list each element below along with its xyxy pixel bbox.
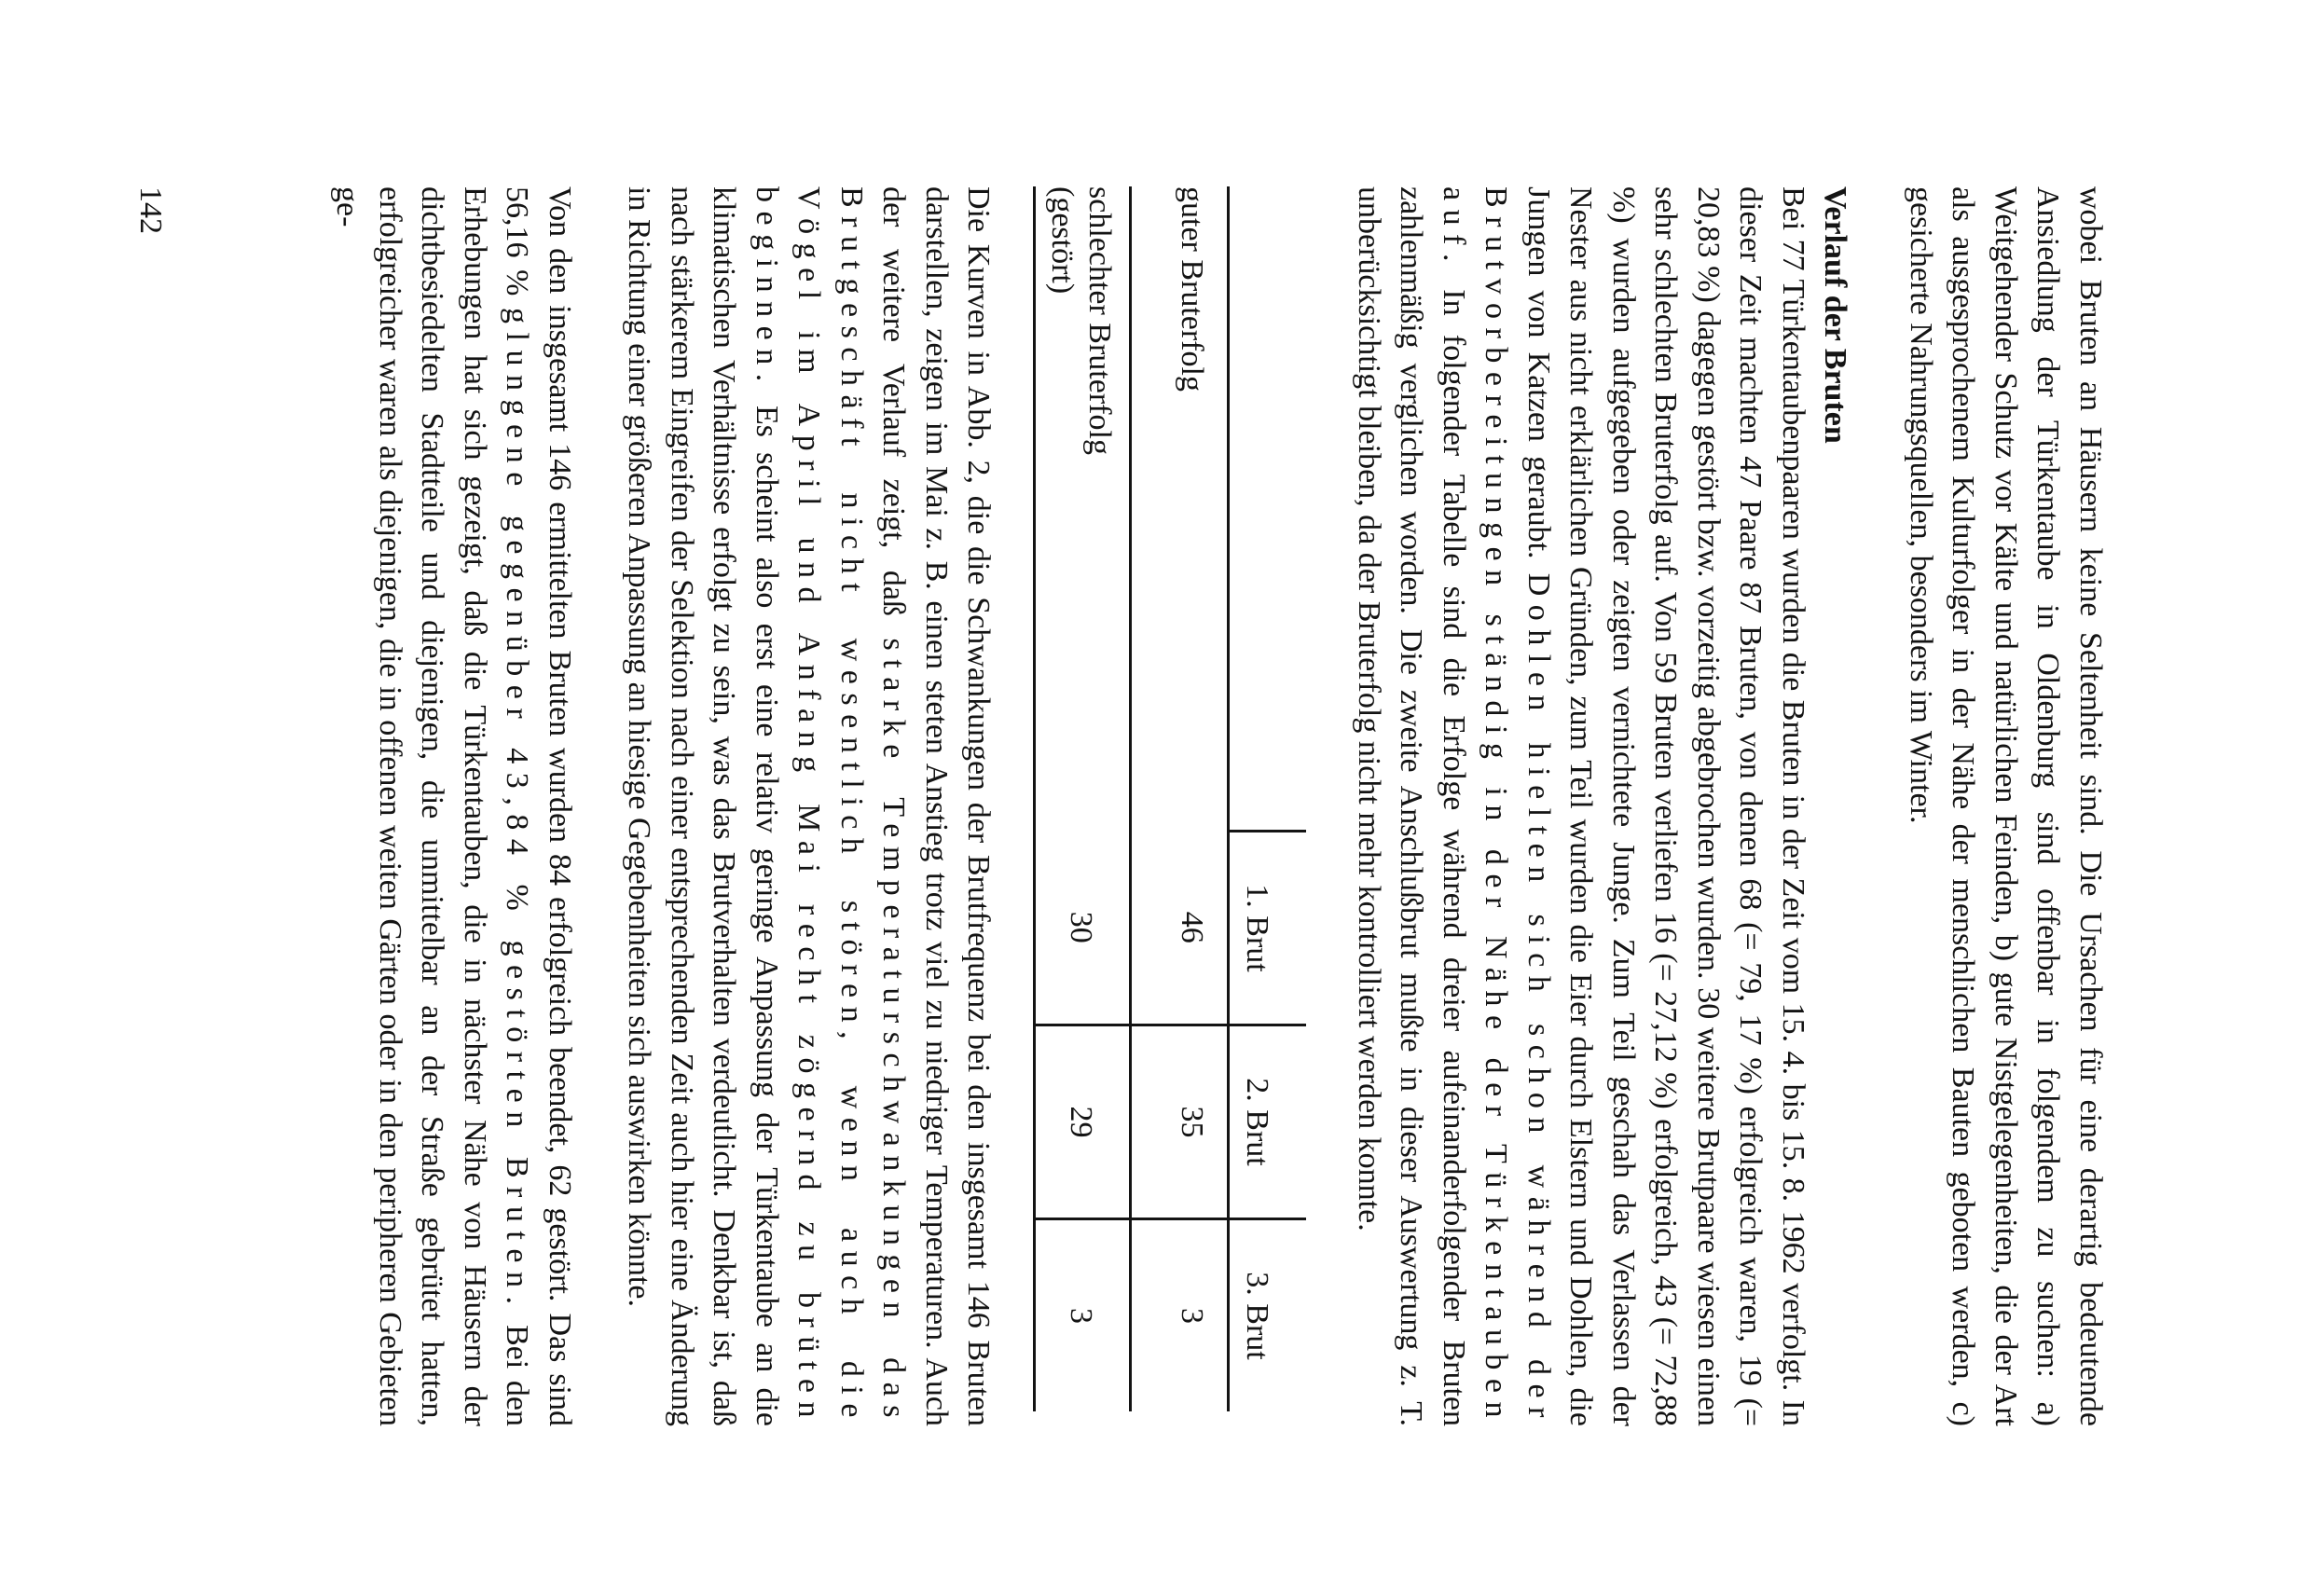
table-header-brut-1: 1. Brut	[1229, 832, 1307, 1025]
row-label-bad-line-2: (gestört)	[1045, 186, 1080, 295]
intro-paragraph: wobei Bruten an Häusern keine Seltenheit sind. Die Ursachen für eine derartig bedeutende Ansiedlung der Türkentaube in Oldenburg sind offenbar in folgendem zu suchen: a) Weitgehender Schutz vor Kälte und natürlichen Feinden, b) gute Nistgelegenheiten, die der Art als ausgesprochenem Kulturfolger in der Nähe der menschlichen Bauten geboten werden, c) gesicherte Nahrungsquellen, besonders im Winter.	[1904, 186, 2108, 1426]
table-cell: 35	[1131, 1025, 1229, 1219]
page-content	[326, 186, 2112, 1426]
curves-paragraph	[618, 186, 1000, 1426]
table-header-brut-2: 2. Brut	[1229, 1025, 1307, 1219]
table-header-empty	[1229, 186, 1307, 832]
breeding-paragraph	[1348, 186, 1815, 1426]
table-cell: 29	[1035, 1025, 1131, 1219]
results-text-a: Von den insgesamt 146 ermittelten Bruten wurden 84 erfolgreich beendet, 62 gestört. Das sind 56,16 %	[500, 186, 577, 1426]
breeding-success-table	[1034, 186, 1307, 1426]
table-row	[1035, 186, 1131, 1411]
page-number: 142	[133, 186, 168, 234]
table-cell: 3	[1035, 1219, 1131, 1412]
curves-text-spaced: starke Temperaturschwankungen das Brutgeschäft nicht wesentlich stören, wenn auch die Vögel im April und Anfang Mai recht zögernd zu brüten beginnen.	[750, 186, 912, 1427]
table-header-row	[1229, 186, 1307, 1411]
row-label-bad	[1035, 186, 1131, 832]
breeding-text-c: In folgender Tabelle sind die Erfolge während dreier aufeinanderfolgender Bruten zahlenmäßig verglichen worden. Die zweite Anschlußbrut mußte in dieser Auswertung z. T. unberücksichtigt bleiben, da der Bruterfolg nicht mehr kontrolliert werden konnte.	[1352, 186, 1471, 1426]
table-cell: 3	[1131, 1219, 1229, 1412]
curves-text-a: Die Kurven in Abb. 2, die die Schwankungen der Brutfrequenz bei den insgesamt 146 Bruten darstellen, zeigen im Mai z. B. einen steten Anstieg trotz viel zu niedriger Temperaturen. Auch der weitere Verlauf zeigt, daß	[876, 186, 997, 1426]
table-row	[1131, 186, 1229, 1411]
curves-text-c: Es scheint also erst eine relativ geringe Anpassung der Türkentaube an die klimatischen Verhältnisse erfolgt zu sein, was das Brutverhalten verdeutlicht. Denkbar ist, daß nach stärkerem Eingreifen der Selektion nach einer entsprechenden Zeit auch hier eine Änderung in Richtung einer größeren Anpassung an hiesige Gegebenheiten sich auswirken könnte.	[622, 186, 784, 1427]
table-header-brut-3: 3. Brut	[1229, 1219, 1307, 1412]
row-label-good: guter Bruterfolg	[1175, 186, 1210, 392]
breeding-text-a: Bei 77 Türkentaubenpaaren wurden die Bruten in der Zeit vom 15. 4. bis 15. 8. 1962 verfolgt. In dieser Zeit machten 47 Paare 87 Bruten, von denen 68 (= 79, 17 %) erfolgreich waren, 19 (= 20,83 %) dagegen gestört bzw. vorzeitig abgebrochen wurden. 30 weitere Brutpaare wiesen einen sehr schlechten Bruterfolg auf. Von 59 Bruten verliefen 16 (= 27,12 %) erfolgreich, 43 (= 72,88 %) wurden aufgegeben oder zeigten vernichtete Junge. Zum Teil geschah das Verlassen der Nester aus nicht erklärlichen Gründen, zum Teil wurden die Eier durch Elstern und Dohlen, die Jungen von Katzen geraubt.	[1521, 186, 1810, 1426]
results-text-c: Bei den Erhebungen hat sich gezeigt, daß die Türkentauben, die in nächster Nähe von Häusern der dichtbesiedelten Stadtteile und diejenigen, die unmittelbar an der Straße gebrütet hatten, erfolgreicher waren als diejenigen, die in offenen weiten Gärten oder in den peripheren Gebieten ge-	[330, 186, 535, 1427]
section-heading: Verlauf der Bruten	[1818, 186, 1853, 444]
row-label-bad-line-1: schlechter Bruterfolg	[1082, 186, 1118, 455]
table-cell: 46	[1175, 911, 1210, 943]
table-cell: 30	[1035, 832, 1131, 1025]
results-paragraph	[326, 186, 581, 1426]
breeding-text-spaced: Dohlen hielten sich schon während der Brutvorbereitungen ständig in der Nähe der Türkentauben auf.	[1437, 186, 1556, 1426]
results-text-spaced: glungene gegenüber 43,84 % gestörten Bruten.	[500, 308, 535, 1314]
